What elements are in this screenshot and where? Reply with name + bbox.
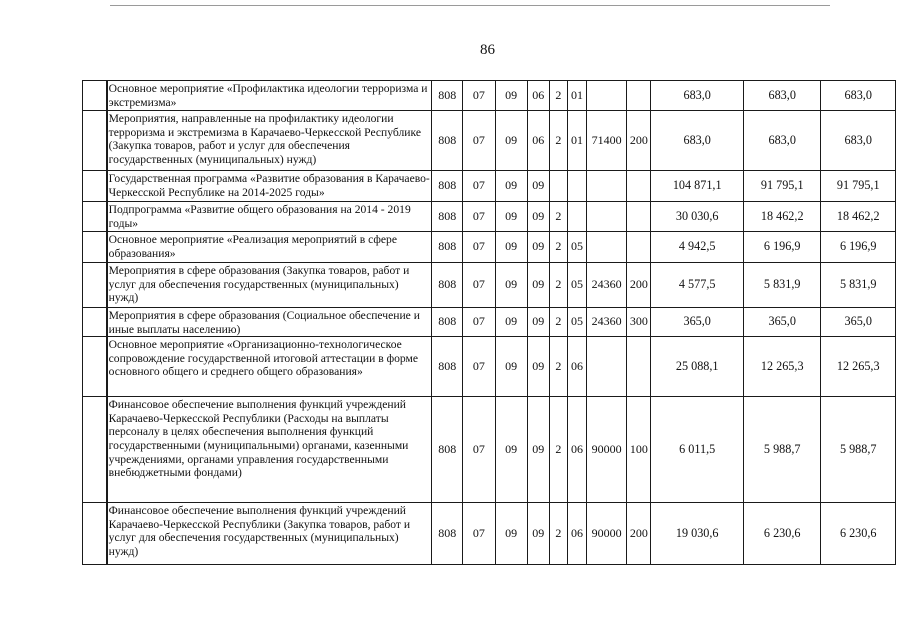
table-row	[83, 171, 896, 202]
section-code-cell: 07	[463, 81, 495, 111]
amount-year-2-cell: 5 831,9	[743, 263, 820, 308]
row-marker-cell	[83, 171, 107, 202]
table-row	[83, 232, 896, 263]
amount-year-2-cell: 683,0	[743, 111, 820, 171]
amount-year-3-cell: 683,0	[821, 81, 896, 111]
subprogram-code-cell: 2	[549, 397, 567, 503]
ministry-code-cell: 808	[432, 81, 463, 111]
amount-year-1-cell: 4 577,5	[651, 263, 744, 308]
amount-year-1-cell: 6 011,5	[651, 397, 744, 503]
amount-year-1-cell: 683,0	[651, 81, 744, 111]
amount-year-3-cell: 683,0	[821, 111, 896, 171]
ministry-code-cell: 808	[432, 111, 463, 171]
section-code-cell: 07	[463, 171, 495, 202]
description-cell: Мероприятия в сфере образования (Социальное обеспечение и иные выплаты населению)	[107, 308, 432, 337]
target-code-cell: 71400	[587, 111, 627, 171]
row-marker-cell	[83, 263, 107, 308]
row-marker-cell	[83, 111, 107, 171]
subprogram-code-cell	[549, 171, 567, 202]
expense-type-cell: 300	[627, 308, 651, 337]
subprogram-code-cell: 2	[549, 232, 567, 263]
row-marker-cell	[83, 81, 107, 111]
expense-type-cell	[627, 171, 651, 202]
header-rule	[110, 5, 830, 6]
table-row	[83, 81, 896, 111]
target-code-cell	[587, 202, 627, 232]
program-code-cell: 09	[527, 263, 549, 308]
expense-type-cell	[627, 81, 651, 111]
amount-year-3-cell: 91 795,1	[821, 171, 896, 202]
target-code-cell	[587, 171, 627, 202]
description-cell: Основное мероприятие «Реализация мероприятий в сфере образования»	[107, 232, 432, 263]
ministry-code-cell: 808	[432, 232, 463, 263]
section-code-cell: 07	[463, 337, 495, 397]
description-cell: Государственная программа «Развитие образования в Карачаево-Черкесской Республике на 2014-2025 годы»	[107, 171, 432, 202]
amount-year-1-cell: 4 942,5	[651, 232, 744, 263]
amount-year-2-cell: 683,0	[743, 81, 820, 111]
ministry-code-cell: 808	[432, 263, 463, 308]
table-row	[83, 308, 896, 337]
amount-year-2-cell: 6 196,9	[743, 232, 820, 263]
program-code-cell: 09	[527, 308, 549, 337]
expense-type-cell	[627, 202, 651, 232]
budget-table	[82, 80, 896, 565]
description-cell: Мероприятия, направленные на профилактику идеологии терроризма и экстремизма в Карачаево-Черкесской Республике (Закупка товаров, работ и услуг для обеспечения государственных (муниципальных) нужд)	[107, 111, 432, 171]
measure-code-cell: 05	[567, 263, 586, 308]
amount-year-3-cell: 6 196,9	[821, 232, 896, 263]
description-cell: Основное мероприятие «Профилактика идеологии терроризма и экстремизма»	[107, 81, 432, 111]
expense-type-cell: 200	[627, 263, 651, 308]
subsection-code-cell: 09	[495, 232, 527, 263]
subprogram-code-cell: 2	[549, 308, 567, 337]
table-row	[83, 202, 896, 232]
ministry-code-cell: 808	[432, 202, 463, 232]
section-code-cell: 07	[463, 308, 495, 337]
amount-year-1-cell: 30 030,6	[651, 202, 744, 232]
subprogram-code-cell: 2	[549, 111, 567, 171]
program-code-cell: 09	[527, 337, 549, 397]
section-code-cell: 07	[463, 503, 495, 565]
subsection-code-cell: 09	[495, 308, 527, 337]
ministry-code-cell: 808	[432, 337, 463, 397]
amount-year-2-cell: 12 265,3	[743, 337, 820, 397]
expense-type-cell: 200	[627, 111, 651, 171]
amount-year-3-cell: 6 230,6	[821, 503, 896, 565]
description-cell: Основное мероприятие «Организационно-технологическое сопровождение государственной итоговой аттестации в форме основного общего и среднего общего образования»	[107, 337, 432, 397]
table-row	[83, 263, 896, 308]
measure-code-cell: 05	[567, 308, 586, 337]
row-marker-cell	[83, 308, 107, 337]
program-code-cell: 09	[527, 503, 549, 565]
row-marker-cell	[83, 232, 107, 263]
amount-year-1-cell: 683,0	[651, 111, 744, 171]
amount-year-2-cell: 6 230,6	[743, 503, 820, 565]
amount-year-3-cell: 12 265,3	[821, 337, 896, 397]
subsection-code-cell: 09	[495, 171, 527, 202]
table-row	[83, 337, 896, 397]
amount-year-2-cell: 5 988,7	[743, 397, 820, 503]
description-cell: Мероприятия в сфере образования (Закупка товаров, работ и услуг для обеспечения государственных (муниципальных) нужд)	[107, 263, 432, 308]
program-code-cell: 06	[527, 81, 549, 111]
measure-code-cell: 06	[567, 397, 586, 503]
expense-type-cell	[627, 337, 651, 397]
target-code-cell: 90000	[587, 397, 627, 503]
ministry-code-cell: 808	[432, 503, 463, 565]
amount-year-3-cell: 18 462,2	[821, 202, 896, 232]
target-code-cell: 24360	[587, 308, 627, 337]
ministry-code-cell: 808	[432, 171, 463, 202]
amount-year-1-cell: 19 030,6	[651, 503, 744, 565]
amount-year-1-cell: 104 871,1	[651, 171, 744, 202]
amount-year-2-cell: 18 462,2	[743, 202, 820, 232]
page-number: 86	[480, 42, 495, 58]
program-code-cell: 09	[527, 171, 549, 202]
table-row	[83, 503, 896, 565]
subprogram-code-cell: 2	[549, 202, 567, 232]
ministry-code-cell: 808	[432, 308, 463, 337]
target-code-cell: 90000	[587, 503, 627, 565]
expense-type-cell: 200	[627, 503, 651, 565]
measure-code-cell: 05	[567, 232, 586, 263]
table-row	[83, 397, 896, 503]
measure-code-cell: 01	[567, 111, 586, 171]
section-code-cell: 07	[463, 397, 495, 503]
row-marker-cell	[83, 397, 107, 503]
subprogram-code-cell: 2	[549, 263, 567, 308]
subprogram-code-cell: 2	[549, 337, 567, 397]
target-code-cell: 24360	[587, 263, 627, 308]
expense-type-cell	[627, 232, 651, 263]
subprogram-code-cell: 2	[549, 503, 567, 565]
table-row	[83, 111, 896, 171]
description-cell: Подпрограмма «Развитие общего образования на 2014 - 2019 годы»	[107, 202, 432, 232]
expense-type-cell: 100	[627, 397, 651, 503]
measure-code-cell: 06	[567, 337, 586, 397]
section-code-cell: 07	[463, 202, 495, 232]
row-marker-cell	[83, 202, 107, 232]
program-code-cell: 06	[527, 111, 549, 171]
subsection-code-cell: 09	[495, 503, 527, 565]
target-code-cell	[587, 337, 627, 397]
row-marker-cell	[83, 503, 107, 565]
amount-year-3-cell: 5 831,9	[821, 263, 896, 308]
measure-code-cell: 06	[567, 503, 586, 565]
amount-year-3-cell: 365,0	[821, 308, 896, 337]
subsection-code-cell: 09	[495, 337, 527, 397]
amount-year-1-cell: 365,0	[651, 308, 744, 337]
measure-code-cell: 01	[567, 81, 586, 111]
subsection-code-cell: 09	[495, 202, 527, 232]
section-code-cell: 07	[463, 263, 495, 308]
subprogram-code-cell: 2	[549, 81, 567, 111]
amount-year-3-cell: 5 988,7	[821, 397, 896, 503]
target-code-cell	[587, 232, 627, 263]
subsection-code-cell: 09	[495, 263, 527, 308]
subsection-code-cell: 09	[495, 111, 527, 171]
section-code-cell: 07	[463, 232, 495, 263]
description-cell: Финансовое обеспечение выполнения функций учреждений Карачаево-Черкесской Республики (Закупка товаров, работ и услуг для обеспечения государственных (муниципальных) нужд)	[107, 503, 432, 565]
row-marker-cell	[83, 337, 107, 397]
subsection-code-cell: 09	[495, 397, 527, 503]
target-code-cell	[587, 81, 627, 111]
program-code-cell: 09	[527, 397, 549, 503]
amount-year-2-cell: 365,0	[743, 308, 820, 337]
program-code-cell: 09	[527, 202, 549, 232]
description-cell: Финансовое обеспечение выполнения функций учреждений Карачаево-Черкесской Республики (Расходы на выплаты персоналу в целях обеспечения выполнения функций государственными (муниципальными) органами, казенными учреждениями, органами управления государственными внебюджетными фондами)	[107, 397, 432, 503]
section-code-cell: 07	[463, 111, 495, 171]
subsection-code-cell: 09	[495, 81, 527, 111]
ministry-code-cell: 808	[432, 397, 463, 503]
amount-year-2-cell: 91 795,1	[743, 171, 820, 202]
measure-code-cell	[567, 171, 586, 202]
program-code-cell: 09	[527, 232, 549, 263]
measure-code-cell	[567, 202, 586, 232]
amount-year-1-cell: 25 088,1	[651, 337, 744, 397]
